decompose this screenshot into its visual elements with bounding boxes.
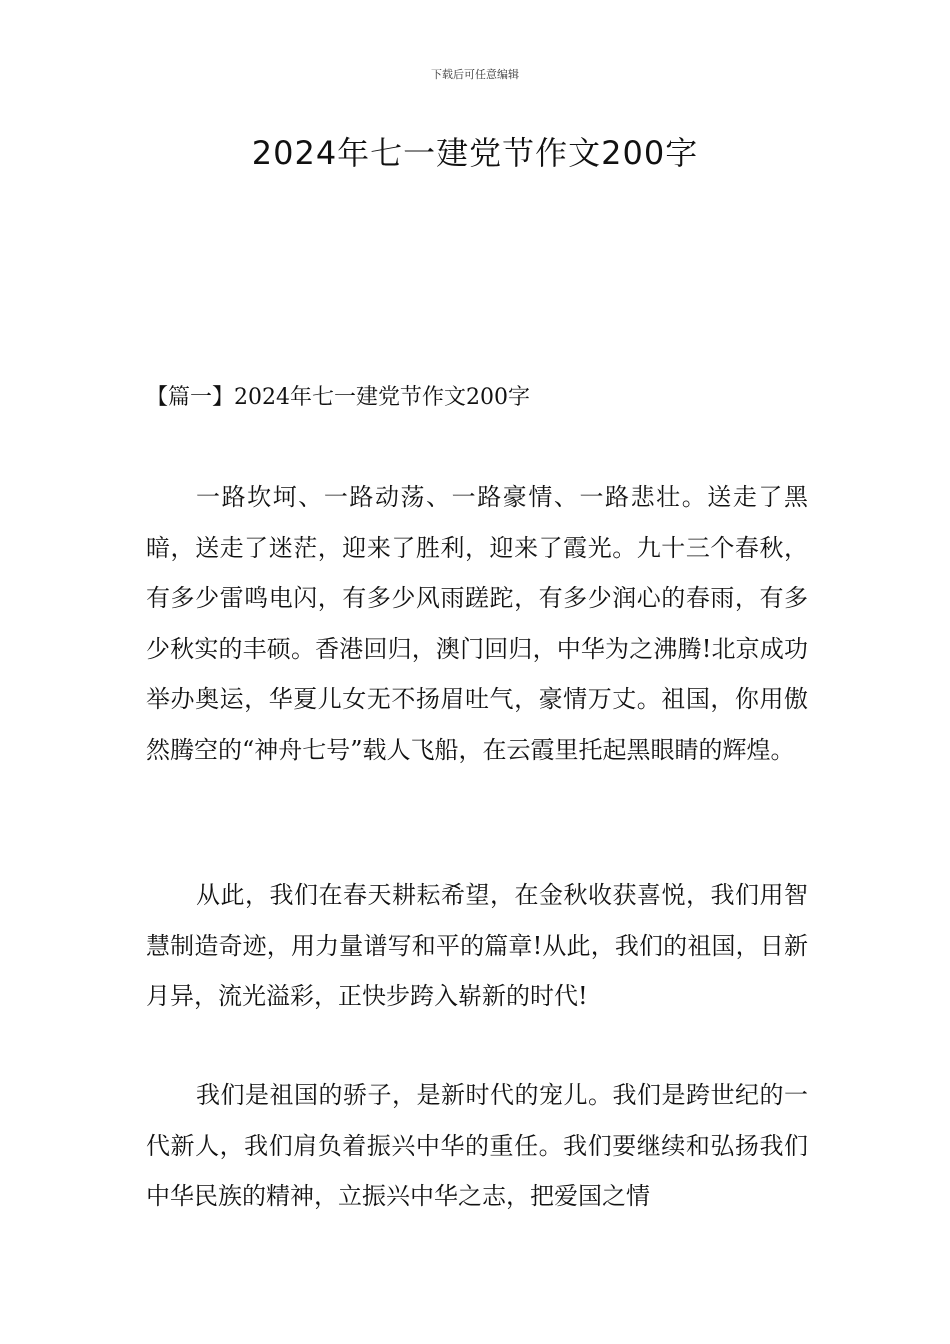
document-title: 2024年七一建党节作文200字 bbox=[251, 134, 699, 172]
paragraph-1: 一路坎坷、一路动荡、一路豪情、一路悲壮。送走了黑暗，送走了迷茫，迎来了胜利，迎来了霞光。九十三个春秋，有多少雷鸣电闪，有多少风雨蹉跎，有多少润心的春雨，有多少秋实的丰硕。香港回归，澳门回归，中华为之沸腾!北京成功举办奥运，华夏儿女无不扬眉吐气，豪情万丈。祖国，你用傲然腾空的“神舟七号”载人飞船，在云霞里托起黑眼睛的辉煌。 bbox=[146, 483, 808, 764]
section-heading: 【篇一】2024年七一建党节作文200字 bbox=[146, 385, 530, 410]
paragraph-3: 我们是祖国的骄子，是新时代的宠儿。我们是跨世纪的一代新人，我们肩负着振兴中华的重任。我们要继续和弘扬我们中华民族的精神，立振兴中华之志，把爱国之情 bbox=[146, 1081, 808, 1210]
paragraph-2: 从此，我们在春天耕耘希望，在金秋收获喜悦，我们用智慧制造奇迹，用力量谱写和平的篇章!从此，我们的祖国，日新月异，流光溢彩，正快步跨入崭新的时代! bbox=[146, 881, 808, 1010]
header-note: 下载后可任意编辑 bbox=[431, 68, 519, 81]
